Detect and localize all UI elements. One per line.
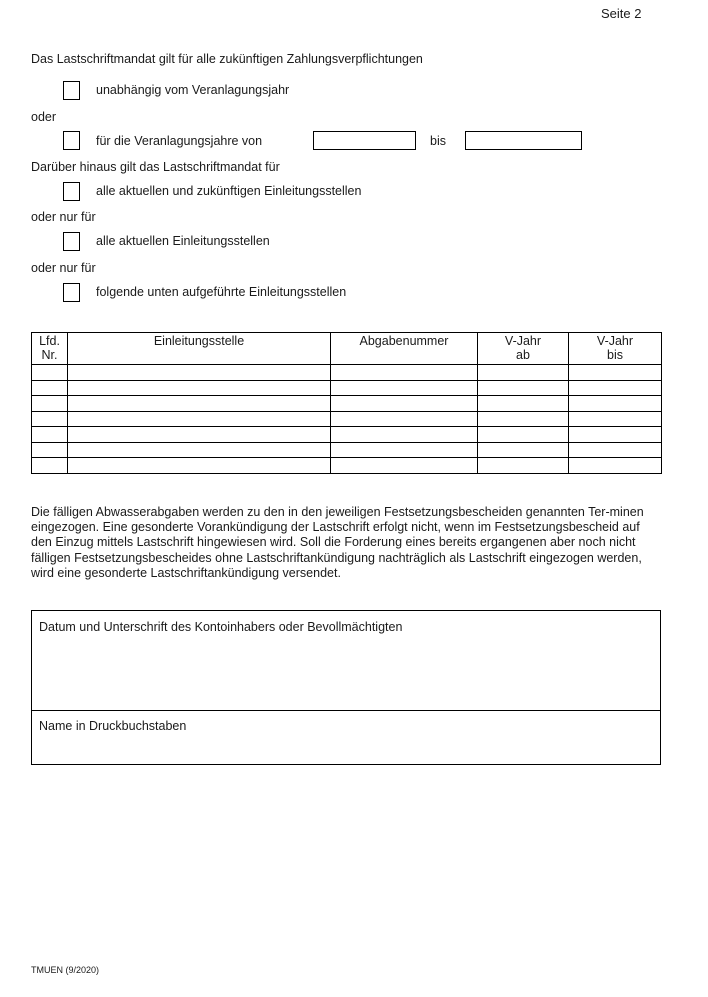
cell-number[interactable] [32,427,68,443]
cell-levy-number[interactable] [331,396,478,412]
cell-number[interactable] [32,458,68,474]
cell-discharge-point[interactable] [68,411,331,427]
cell-levy-number[interactable] [331,411,478,427]
cell-year-to[interactable] [569,411,662,427]
cell-year-from[interactable] [478,411,569,427]
form-code: TMUEN (9/2020) [31,965,100,975]
checkbox-independent-of-year[interactable] [63,81,80,100]
table-row [32,427,662,443]
cell-discharge-point[interactable] [68,427,331,443]
cell-levy-number[interactable] [331,365,478,381]
page-number: Seite 2 [601,6,642,21]
year-from-input[interactable] [313,131,416,150]
cell-number[interactable] [32,365,68,381]
checkbox-independent-of-year-label: unabhängig vom Veranlagungsjahr [96,83,290,97]
cell-levy-number[interactable] [331,380,478,396]
checkbox-all-current-and-future-label: alle aktuellen und zukünftigen Einleitungsstellen [96,184,362,198]
checkbox-listed-points[interactable] [63,283,80,302]
cell-year-from[interactable] [478,365,569,381]
col-header-year-to: V-Jahr bis [569,333,662,365]
signature-box [31,610,661,765]
cell-year-to[interactable] [569,427,662,443]
collection-notice: Die fälligen Abwasserabgaben werden zu den in den jeweiligen Festsetzungsbescheiden genannten Ter-minen eingezogen. Eine gesonderte Vorankündigung der Lastschrift erfolgt nicht, wenn im Festsetzungsbescheid auf den Einzug mittels Lastschrift hingewiesen wird. Soll die Forderung eines bereits ergangenen aber noch nicht fälligen Festsetzungsbescheides ohne Lastschriftankündigung nachträglich als Lastschrift eingezogen werden, wird eine gesonderte Lastschriftankündigung versendet. [31,505,644,580]
year-to-input[interactable] [465,131,582,150]
print-name-label: Name in Druckbuchstaben [39,719,187,733]
cell-number[interactable] [32,380,68,396]
cell-number[interactable] [32,442,68,458]
cell-discharge-point[interactable] [68,396,331,412]
col-header-discharge-point: Einleitungsstelle [68,333,331,365]
cell-discharge-point[interactable] [68,365,331,381]
cell-year-from[interactable] [478,380,569,396]
additional-scope-intro: Darüber hinaus gilt das Lastschriftmandat für [31,160,280,174]
cell-levy-number[interactable] [331,442,478,458]
discharge-points-table [31,332,662,474]
cell-year-to[interactable] [569,380,662,396]
year-to-label: bis [430,134,446,148]
checkbox-specific-years-label: für die Veranlagungsjahre von [96,134,263,148]
checkbox-specific-years[interactable] [63,131,80,150]
table-row [32,380,662,396]
table-row [32,396,662,412]
cell-levy-number[interactable] [331,427,478,443]
or-label: oder [31,110,57,124]
table-row [32,411,662,427]
cell-year-from[interactable] [478,458,569,474]
cell-year-from[interactable] [478,396,569,412]
cell-discharge-point[interactable] [68,442,331,458]
cell-year-to[interactable] [569,396,662,412]
col-header-levy-number: Abgabenummer [331,333,478,365]
cell-levy-number[interactable] [331,458,478,474]
cell-number[interactable] [32,411,68,427]
mandate-intro: Das Lastschriftmandat gilt für alle zukünftigen Zahlungsverpflichtungen [31,52,423,66]
cell-number[interactable] [32,396,68,412]
col-header-number: Lfd. Nr. [32,333,68,365]
table-row [32,442,662,458]
cell-discharge-point[interactable] [68,458,331,474]
or-only-label-2: oder nur für [31,261,96,275]
date-signature-field[interactable] [32,611,660,711]
table-row [32,458,662,474]
cell-year-from[interactable] [478,442,569,458]
cell-year-from[interactable] [478,427,569,443]
checkbox-all-current[interactable] [63,232,80,251]
print-name-field[interactable] [32,711,660,733]
col-header-year-from: V-Jahr ab [478,333,569,365]
table-header-row [32,333,662,365]
table-row [32,365,662,381]
checkbox-all-current-and-future[interactable] [63,182,80,201]
checkbox-listed-points-label: folgende unten aufgeführte Einleitungsstellen [96,285,347,299]
cell-year-to[interactable] [569,365,662,381]
cell-year-to[interactable] [569,458,662,474]
cell-discharge-point[interactable] [68,380,331,396]
date-signature-label: Datum und Unterschrift des Kontoinhabers oder Bevollmächtigten [39,620,403,634]
checkbox-all-current-label: alle aktuellen Einleitungsstellen [96,234,270,248]
cell-year-to[interactable] [569,442,662,458]
or-only-label-1: oder nur für [31,210,96,224]
